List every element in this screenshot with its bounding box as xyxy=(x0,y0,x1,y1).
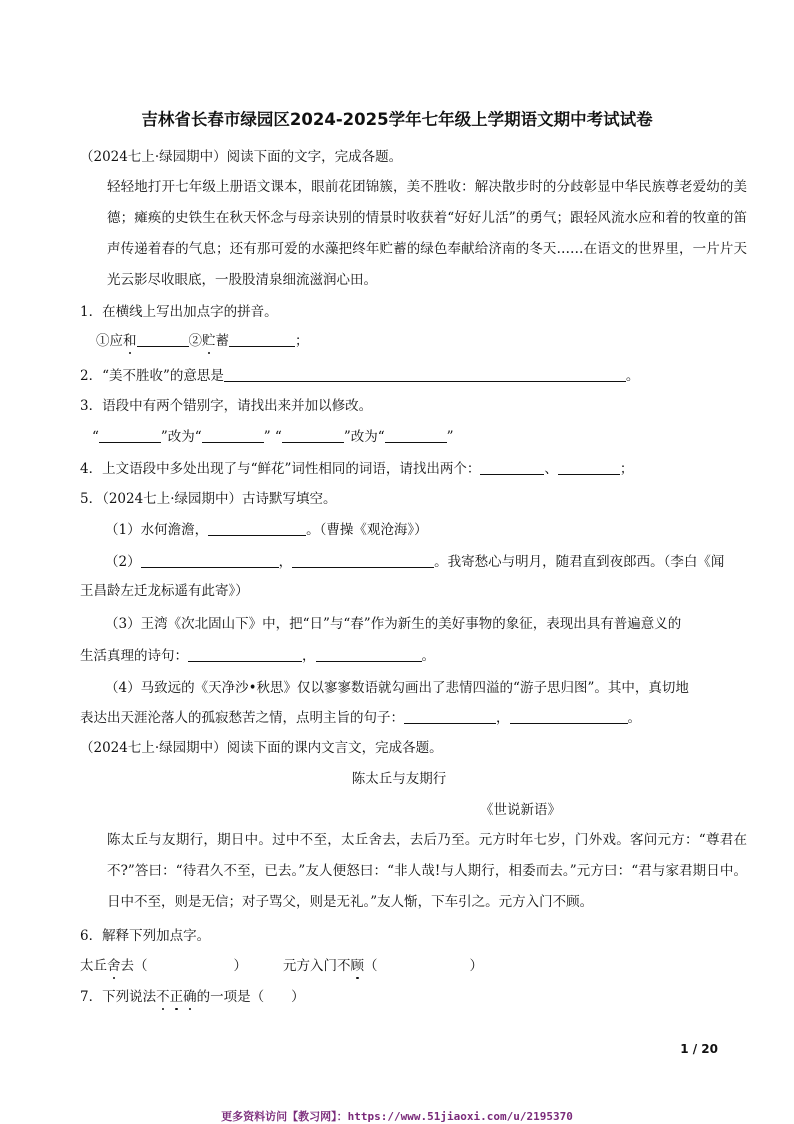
q4-end: ； xyxy=(619,461,634,477)
q5-p3-prefix: 生活真理的诗句： xyxy=(80,648,188,664)
reading-intro-2: （2024七上·绿园期中）阅读下面的课内文言文，完成各题。 xyxy=(80,740,443,756)
q4-blank-2[interactable] xyxy=(558,459,620,475)
q1-blank-b[interactable] xyxy=(229,331,295,347)
q3-quote-mid: ” “ xyxy=(263,429,282,445)
q6-item-a-suffix: 去（ xyxy=(120,958,148,974)
q5-p2-comma: ， xyxy=(278,554,293,570)
question-4 xyxy=(80,459,718,479)
question-1-answers xyxy=(96,331,718,351)
q5-p2-suffix: 。我寄愁心与明月，随君直到夜郎西。（李白《闻 xyxy=(434,554,725,570)
q7-dotted-char-3: 确 xyxy=(183,989,197,1005)
q5-p3-comma: ， xyxy=(302,648,316,664)
question-7 xyxy=(80,987,718,1007)
q5-p4-blank-2[interactable] xyxy=(510,708,628,724)
q5-p1-suffix: 。（曹操《观沧海》） xyxy=(306,522,428,538)
q5-p3-blank-2[interactable] xyxy=(316,646,422,662)
q1-blank-a[interactable] xyxy=(137,331,189,347)
q5-p3-end: 。 xyxy=(421,648,435,664)
q3-change-to-1: ”改为“ xyxy=(160,429,202,445)
q5-part-1 xyxy=(105,520,718,540)
q6-item-b-close: ） xyxy=(469,958,483,974)
q7-dotted-char-2: 正 xyxy=(169,989,184,1005)
question-2 xyxy=(80,366,718,386)
q3-change-to-2: ”改为“ xyxy=(343,429,385,445)
reading-intro-1: （2024七上·绿园期中）阅读下面的文字，完成各题。 xyxy=(80,149,403,165)
classical-text-body: 陈太丘与友期行，期日中。过中不至，太丘舍去，去后乃至。元方时年七岁，门外戏。客问元方：“尊君在不?”答曰：“待君久不至，已去。”友人便怒曰：“非人哉!与人期行，相委而去。”元方曰：“君与家君期日中。日中不至，则是无信；对子骂父，则是无礼。”友人惭，下车引之。元方入门不顾。 xyxy=(107,832,747,910)
classical-text-source: 《世说新语》 xyxy=(480,802,561,818)
q3-blank-4[interactable] xyxy=(385,427,447,443)
q6-item-a-dotted-char: 舍 xyxy=(107,958,121,974)
q3-blank-3[interactable] xyxy=(282,427,344,443)
q5-part-3-line-2 xyxy=(80,646,718,666)
q5-part-4-line-1: （4）马致远的《天净沙•秋思》仅以寥寥数语就勾画出了悲情四溢的“游子思归图”。其中，真切地 xyxy=(105,680,689,696)
q5-p3-blank-1[interactable] xyxy=(188,646,302,662)
question-6: 6．解释下列加点字。 xyxy=(80,928,211,944)
q6-item-b-dotted-char: 顾 xyxy=(350,958,364,974)
q5-part-4-line-2 xyxy=(80,708,718,728)
question-3: 3．语段中有两个错别字，请找出来并加以修改。 xyxy=(80,398,373,414)
q5-p4-end: 。 xyxy=(627,710,641,726)
q3-quote-close: ” xyxy=(446,429,454,445)
q6-item-a-prefix: 太丘 xyxy=(80,958,107,974)
q3-quote-open: “ xyxy=(92,429,99,445)
q7-prefix: 7．下列说法 xyxy=(80,989,157,1005)
q1-end: ； xyxy=(295,333,309,349)
q3-blank-2[interactable] xyxy=(202,427,264,443)
q6-item-b-suffix: （ xyxy=(364,958,378,974)
q5-p1-blank[interactable] xyxy=(208,520,306,536)
q5-part-2 xyxy=(105,552,725,572)
q5-part-2-continued: 王昌龄左迁龙标遥有此寄》） xyxy=(80,583,249,599)
q7-dotted-char-1: 不 xyxy=(156,989,170,1005)
q5-part-3-line-1: （3）王湾《次北固山下》中，把“日”与“春”作为新生的美好事物的象征，表现出具有普遍意义的 xyxy=(105,616,682,632)
q5-p2-blank-1[interactable] xyxy=(141,552,279,568)
q1-item-b-prefix: ② xyxy=(188,333,202,349)
q5-p1-prefix: （1）水何澹澹， xyxy=(105,522,209,538)
page-number: 1 / 20 xyxy=(680,1042,718,1056)
question-5: 5．（2024七上·绿园期中）古诗默写填空。 xyxy=(80,491,337,507)
q5-p4-comma: ， xyxy=(496,710,510,726)
q2-end: 。 xyxy=(625,368,640,384)
question-1: 1．在横线上写出加点字的拼音。 xyxy=(80,304,278,320)
q5-p4-blank-1[interactable] xyxy=(404,708,496,724)
q1-item-b-dotted-char: 贮 xyxy=(202,333,216,349)
q5-p4-prefix: 表达出天涯沦落人的孤寂愁苦之情，点明主旨的句子： xyxy=(80,710,404,726)
document-title: 吉林省长春市绿园区2024-2025学年七年级上学期语文期中考试试卷 xyxy=(141,110,653,129)
classical-text-title: 陈太丘与友期行 xyxy=(351,771,447,787)
q6-item-b-prefix: 元方入门不 xyxy=(283,958,351,974)
q4-stem: 4．上文语段中多处出现了与“鲜花”词性相同的词语，请找出两个： xyxy=(80,461,481,477)
q2-blank[interactable] xyxy=(224,366,626,382)
q4-separator: 、 xyxy=(544,461,558,477)
q5-p2-blank-2[interactable] xyxy=(292,552,434,568)
q1-item-a-dotted-char: 和 xyxy=(123,333,137,349)
q5-p2-prefix: （2） xyxy=(105,554,141,570)
q4-blank-1[interactable] xyxy=(480,459,544,475)
q2-stem: 2．“美不胜收”的意思是 xyxy=(80,368,224,384)
q6-item-a-close: ） xyxy=(233,958,247,974)
q3-blank-1[interactable] xyxy=(99,427,161,443)
footer-link[interactable]: 更多资料访问【教习网】：https://www.51jiaoxi.com/u/2195370 xyxy=(221,1110,573,1123)
passage-paragraph: 轻轻地打开七年级上册语文课本，眼前花团锦簇，美不胜收：解决散步时的分歧彰显中华民族尊老爱幼的美德；瘫痪的史铁生在秋天怀念与母亲诀别的情景时收获着“好好儿活”的勇气；跟轻风流水应和着的牧童的笛声传递着春的气息；还有那可爱的水藻把终年贮蓄的绿色奉献给济南的冬天……在语文的世界里，一片片天光云影尽收眼底，一股股清泉细流滋润心田。 xyxy=(107,179,747,288)
q1-item-b-suffix: 蓄 xyxy=(215,333,229,349)
question-6-items xyxy=(80,956,718,976)
q1-item-a-prefix: ①应 xyxy=(96,333,123,349)
q7-suffix: 的一项是（ ） xyxy=(196,989,305,1005)
question-3-answers xyxy=(92,427,718,447)
